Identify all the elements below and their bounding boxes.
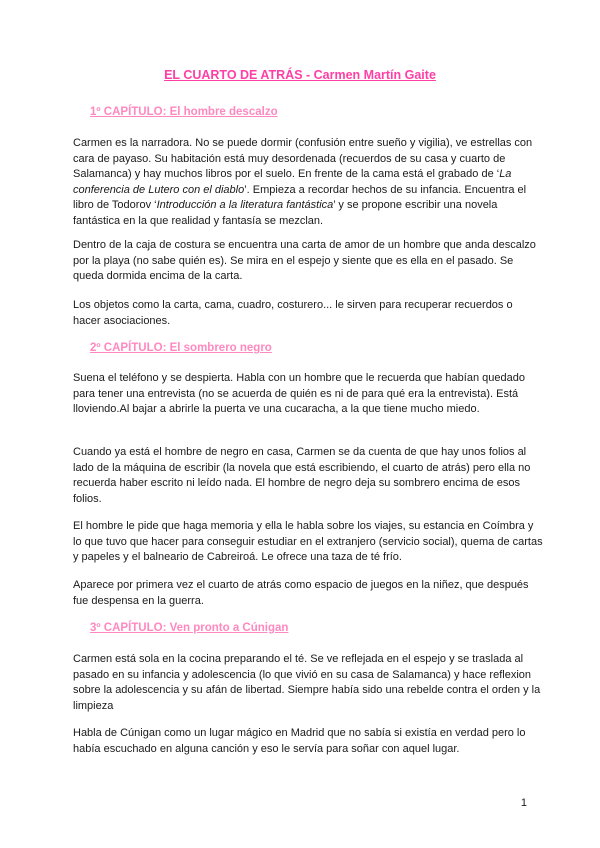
chapter-2-paragraph-4: Aparece por primera vez el cuarto de atrás como espacio de juegos en la niñez, que después fue despensa en la guerra. <box>73 579 529 607</box>
text-segment: ’. Empieza a recordar hechos de su infancia. Encuentra el libro de Todorov ‘ <box>73 183 527 212</box>
page-number: 1 <box>520 797 527 809</box>
chapter-1-paragraph-2: Dentro de la caja de costura se encuentra una carta de amor de un hombre que anda descalzo por la playa (no sabe quién es). Se mira en el espejo y siente que es ella en el pasado. Se queda dormida encima de la carta. <box>73 239 536 283</box>
book-title-todorov: Introducción a la literatura fantástica <box>156 199 334 212</box>
chapter-1-paragraph-3: Los objetos como la carta, cama, cuadro, costurero... le sirven para recuperar recuerdos o hacer asociaciones. <box>73 299 513 327</box>
text-segment: Carmen es la narradora. No se puede dormir (confusión entre sueño y vigilia), ve estrellas con cara de payaso. Su habitación está muy desordenada (recuerdos de su casa y cuarto de Salamanca) y hay muchos libros por el suelo. En frente de la cama está el grabado de ‘ <box>73 137 533 181</box>
text-segment: ’ y se propone escribir una novela fantástica en la que realidad y fantasía se mezclan. <box>73 199 498 227</box>
document-title: EL CUARTO DE ATRÁS - Carmen Martín Gaite <box>164 68 436 82</box>
chapter-2-paragraph-2: Cuando ya está el hombre de negro en casa, Carmen se da cuenta de que hay unos folios al lado de la máquina de escribir (la novela que está escribiendo, el cuarto de atrás) pero ella no recuerda haber escrito ni leído nada. El hombre de negro deja su sombrero encima de esos folios. <box>73 446 531 505</box>
chapter-2-heading: 2º CAPÍTULO: El sombrero negro <box>90 342 272 354</box>
chapter-1-paragraph-1 <box>73 136 543 230</box>
chapter-1-heading: 1º CAPÍTULO: El hombre descalzo <box>90 106 278 118</box>
chapter-2-paragraph-1: Suena el teléfono y se despierta. Habla con un hombre que le recuerda que habían quedado para tener una entrevista (no se acuerda de quién es ni de para qué era la entrevista). Está lloviendo.Al bajar a abrirle la puerta ve una cucaracha, a la que tiene mucho miedo. <box>73 372 525 416</box>
book-title-lutero: La conferencia de Lutero con el diablo <box>73 168 512 196</box>
chapter-2-paragraph-3: El hombre le pide que haga memoria y ella le habla sobre los viajes, su estancia en Coímbra y lo que tuvo que hacer para conseguir estudiar en el extranjero (servicio social), quema de cartas y papeles y el balneario de Cabreiroá. Le ofrece una taza de té frío. <box>73 520 543 564</box>
chapter-3-paragraph-1: Carmen está sola en la cocina preparando el té. Se ve reflejada en el espejo y se traslada al pasado en su infancia y adolescencia (lo que vivió en su casa de Salamanca) y hace reflexion sobre la adolescencia y su afán de libertad. Siempre había sido una rebelde contra el orden y la limpieza <box>73 653 541 712</box>
chapter-3-heading: 3º CAPÍTULO: Ven pronto a Cúnigan <box>90 622 289 634</box>
chapter-3-paragraph-2: Habla de Cúnigan como un lugar mágico en Madrid que no sabía si existía en verdad pero lo había escuchado en alguna canción y eso le servía para soñar con aquel lugar. <box>73 727 526 755</box>
